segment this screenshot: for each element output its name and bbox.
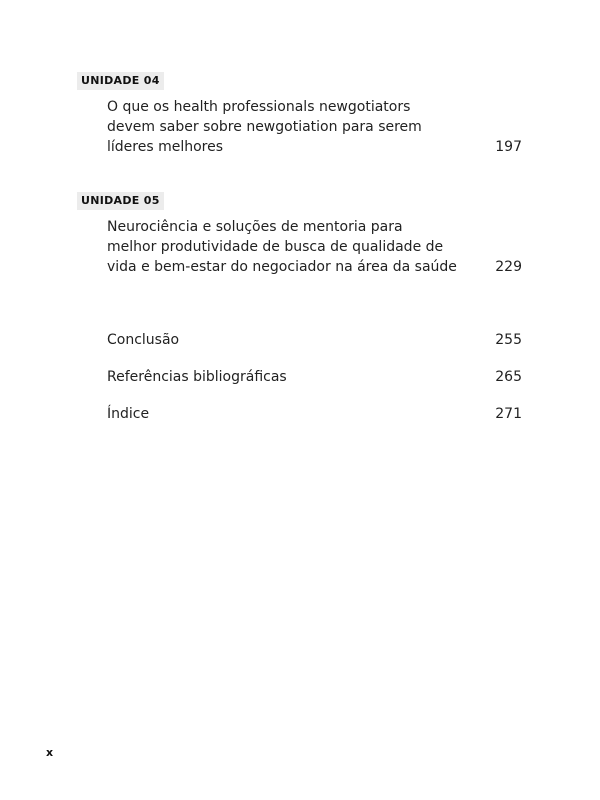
unit-04-badge: UNIDADE 04 [77, 72, 164, 90]
references-page: 265 [495, 369, 522, 385]
conclusion-page: 255 [495, 332, 522, 348]
unit-05-title: Neurociência e soluções de mentoria para melhor produtividade de busca de qualidade de vida e bem-estar do negociador na área da saúde [107, 219, 457, 275]
unit-05-badge: UNIDADE 05 [77, 192, 164, 210]
unit-05-page: 229 [495, 259, 522, 275]
unit-04-title: O que os health professionals newgotiators devem saber sobre newgotiation para serem líderes melhores [107, 99, 422, 155]
conclusion-title: Conclusão [107, 332, 180, 348]
page-folio: x [46, 746, 54, 759]
index-title: Índice [107, 406, 150, 422]
index-page: 271 [495, 406, 522, 422]
unit-04-page: 197 [495, 139, 522, 155]
references-title: Referências bibliográficas [107, 369, 287, 385]
